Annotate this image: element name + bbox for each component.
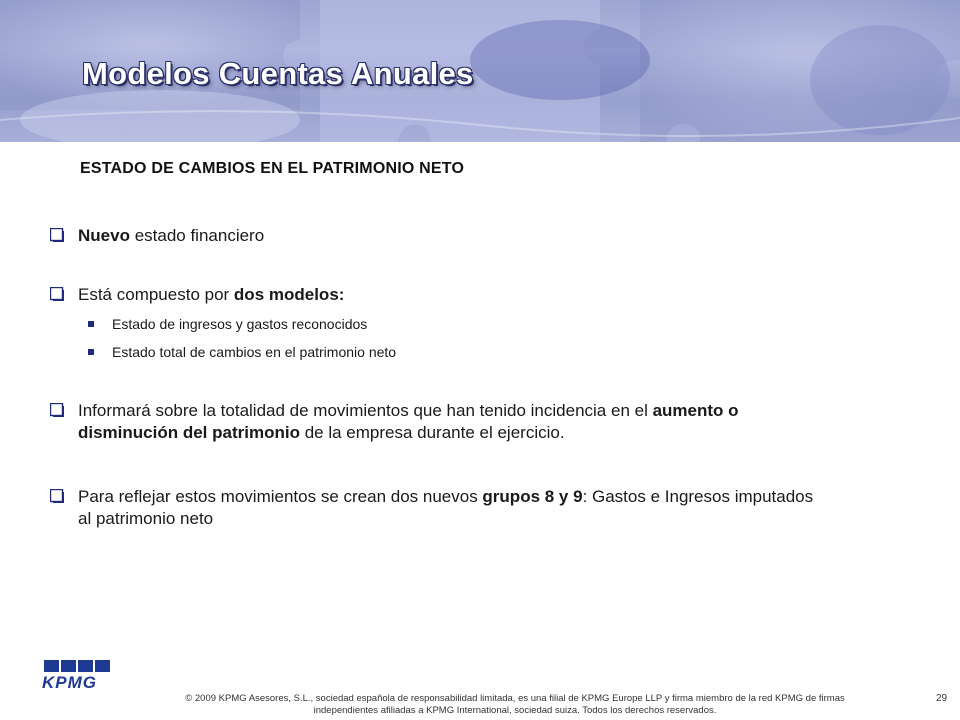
bullet-text xyxy=(78,486,830,530)
bold-text: aumento o disminución del patrimonio xyxy=(78,401,739,442)
plain-text: : Gastos e Ingresos imputados al patrimonio neto xyxy=(78,487,814,528)
bullet-text xyxy=(78,400,830,444)
svg-text:KPMG: KPMG xyxy=(42,673,97,690)
plain-text: estado financiero xyxy=(129,226,265,245)
bold-text: grupos 8 y 9 xyxy=(482,487,583,506)
bullet-item xyxy=(50,486,830,530)
square-bullet-icon xyxy=(88,321,94,327)
copyright-line: independientes afiliadas a KPMG International, sociedad suiza. Todos los derechos reservados. xyxy=(313,705,717,716)
checkbox-bullet-icon xyxy=(50,228,64,242)
page-title: Modelos Cuentas Anuales xyxy=(82,56,474,91)
checkbox-bullet-icon xyxy=(50,287,64,301)
plain-text: Está compuesto por xyxy=(78,285,234,304)
header-banner xyxy=(0,0,960,142)
plain-text: Informará sobre la totalidad de movimientos que han tenido incidencia en el xyxy=(78,401,653,420)
plain-text: de la empresa durante el ejercicio. xyxy=(299,423,565,442)
sub-bullet-text: Estado total de cambios en el patrimonio neto xyxy=(112,344,397,360)
checkbox-bullet-icon xyxy=(50,489,64,503)
bullet-text xyxy=(78,284,830,306)
checkbox-bullet-icon xyxy=(50,403,64,417)
bullet-text xyxy=(78,225,830,247)
copyright-footer xyxy=(130,693,900,717)
sub-bullet-item xyxy=(88,315,367,333)
bullet-item xyxy=(50,400,830,444)
sub-bullet-item xyxy=(88,343,396,361)
bold-text: Nuevo xyxy=(78,226,130,245)
square-bullet-icon xyxy=(88,349,94,355)
plain-text: Para reflejar estos movimientos se crean dos nuevos xyxy=(78,487,483,506)
bold-text: dos modelos: xyxy=(233,285,345,304)
sub-bullet-text: Estado de ingresos y gastos reconocidos xyxy=(112,316,368,332)
kpmg-logo xyxy=(42,660,114,690)
copyright-line: © 2009 KPMG Asesores, S.L., sociedad española de responsabilidad limitada, es una filial de KPMG Europe LLP y firma miembro de la red KPMG de firmas xyxy=(185,693,845,704)
bullet-item xyxy=(50,225,830,247)
bullet-item xyxy=(50,284,830,306)
section-heading: ESTADO DE CAMBIOS EN EL PATRIMONIO NETO xyxy=(80,160,465,177)
page-number: 29 xyxy=(936,693,948,704)
